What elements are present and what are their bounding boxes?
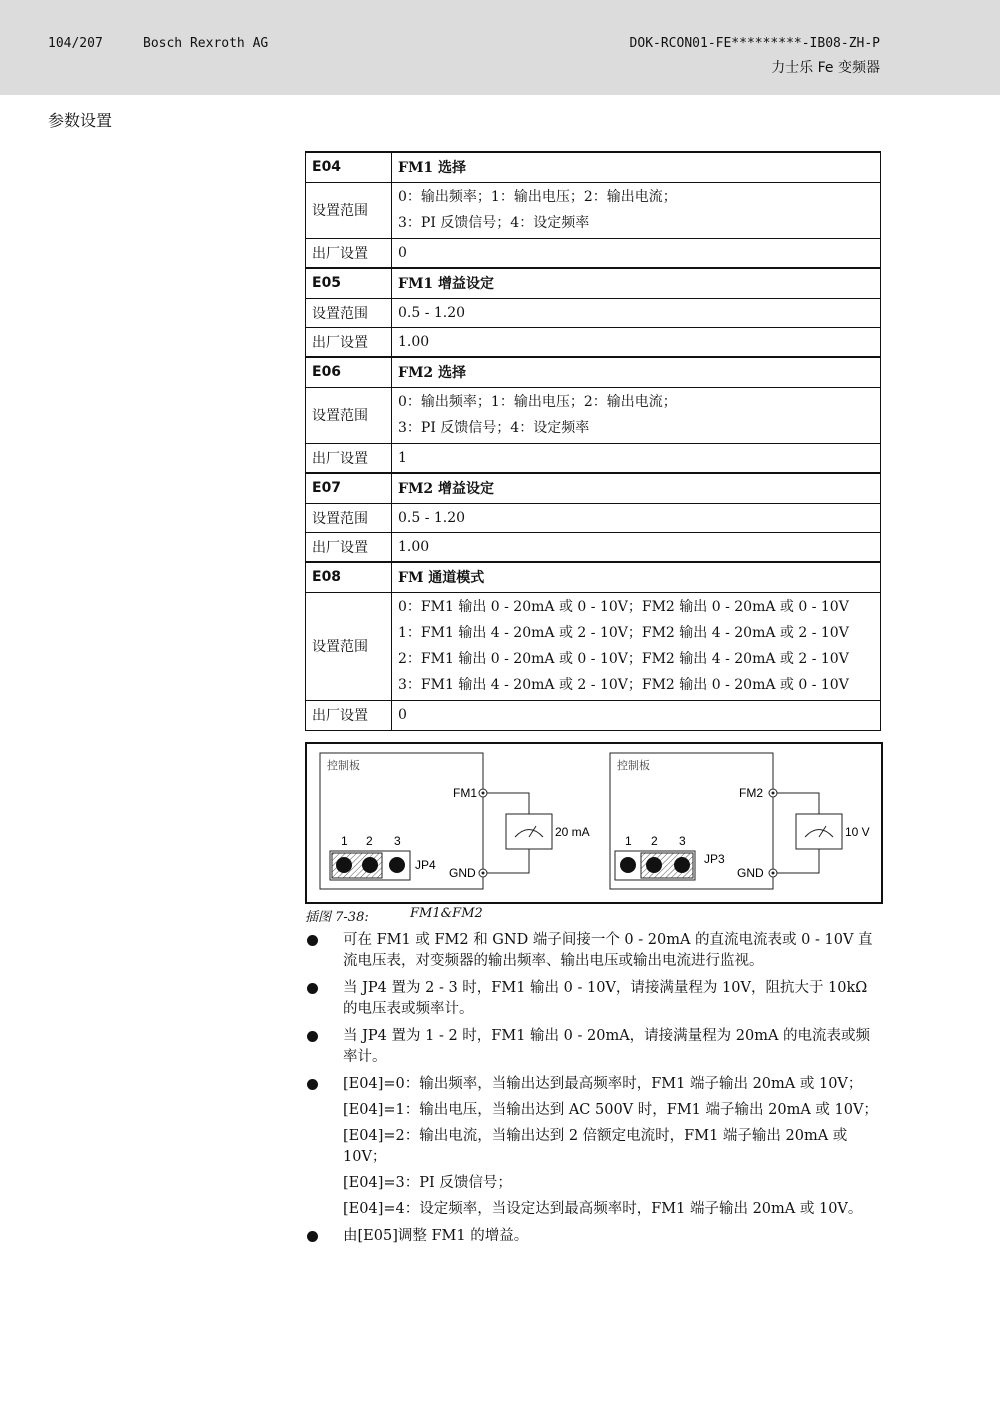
param-name: FM2 增益设定: [392, 473, 881, 503]
bullet-item: [305, 1226, 883, 1247]
bullet-dot-icon: [307, 1079, 318, 1090]
bullet-text: 由[E05]调整 FM1 的增益。: [343, 1228, 529, 1244]
default-label: 出厂设置: [306, 700, 392, 730]
range-line: 3：PI 反馈信号；4：设定频率: [398, 215, 590, 231]
default-label: 出厂设置: [306, 238, 392, 268]
left-panel: [320, 753, 590, 889]
product-name: 力士乐 Fe 变频器: [771, 60, 880, 76]
bullet-dot-icon: [307, 1231, 318, 1242]
bullet-text: [E04]=2：输出电流，当输出达到 2 倍额定电流时，FM1 端子输出 20mA 或 10V；: [343, 1128, 848, 1165]
default-label: 出厂设置: [306, 443, 392, 473]
section-title: 参数设置: [48, 111, 113, 130]
meter-label-left: 20 mA: [555, 825, 590, 839]
bullet-text: 当 JP4 置为 2 - 3 时，FM1 输出 0 - 10V，请接满量程为 10V，阻抗大于 10kΩ 的电压表或频率计。: [343, 980, 868, 1017]
default-value: 1.00: [392, 327, 881, 357]
jumper-pin-1-right: [620, 857, 636, 873]
bullet-dot-icon: [307, 935, 318, 946]
param-range-row: [306, 298, 881, 327]
bullet-item: [305, 1026, 883, 1068]
bullet-item: [305, 1074, 883, 1220]
range-values: [392, 503, 881, 532]
param-range-row: [306, 182, 881, 238]
param-code-row: [306, 473, 881, 503]
param-range-row: [306, 592, 881, 700]
param-code-row: [306, 562, 881, 592]
document-id: DOK-RCON01-FE*********-IB08-ZH-P: [629, 36, 880, 51]
range-label: 设置范围: [306, 298, 392, 327]
range-values: [392, 182, 881, 238]
jumper-pin-3-right: [674, 857, 690, 873]
figure-number: 插图 7-38:: [305, 910, 369, 925]
jumper-label-jp3: JP3: [704, 852, 725, 866]
param-code-row: [306, 268, 881, 298]
bullet-list: [305, 930, 883, 1253]
board-label-left: 控制板: [327, 760, 360, 772]
wire-top-left: [487, 793, 529, 814]
wire-bottom-left: [487, 849, 529, 873]
range-line: 0：FM1 输出 0 - 20mA 或 0 - 10V；FM2 输出 0 - 20mA 或 0 - 10V: [398, 599, 849, 615]
bullet-text: [E04]=4：设定频率，当设定达到最高频率时，FM1 端子输出 20mA 或 10V。: [343, 1201, 863, 1217]
param-range-row: [306, 387, 881, 443]
figure-caption: [305, 906, 483, 925]
range-label: 设置范围: [306, 503, 392, 532]
jumper-pin-3-left: [389, 857, 405, 873]
bullet-dot-icon: [307, 983, 318, 994]
param-range-row: [306, 503, 881, 532]
pin-1-left: 1: [341, 834, 348, 848]
jumper-pin-2-right: [646, 857, 662, 873]
default-value: 1: [392, 443, 881, 473]
param-default-row: [306, 327, 881, 357]
param-name: FM1 增益设定: [392, 268, 881, 298]
range-line: 0.5 - 1.20: [398, 509, 466, 526]
terminal-gnd-right-label: GND: [737, 866, 764, 880]
param-code: E07: [306, 473, 392, 503]
param-name: FM1 选择: [392, 152, 881, 182]
param-name: FM2 选择: [392, 357, 881, 387]
pin-3-right: 3: [679, 834, 686, 848]
wire-top-right: [777, 793, 819, 814]
pin-2-left: 2: [366, 834, 373, 848]
ammeter: [506, 814, 552, 849]
terminal-gnd-right-dot: [772, 872, 775, 875]
param-code: E06: [306, 357, 392, 387]
param-default-row: [306, 532, 881, 562]
pin-3-left: 3: [394, 834, 401, 848]
param-name: FM 通道模式: [392, 562, 881, 592]
terminal-fm1-dot: [482, 792, 485, 795]
terminal-gnd-left-label: GND: [449, 866, 476, 880]
figure-name: FM1&FM2: [410, 906, 483, 921]
default-label: 出厂设置: [306, 327, 392, 357]
range-line: 0：输出频率；1：输出电压；2：输出电流；: [398, 189, 677, 205]
terminal-fm2-label: FM2: [739, 786, 763, 800]
meter-label-right: 10 V: [845, 825, 870, 839]
parameter-table: [305, 151, 881, 731]
default-value: 0: [392, 700, 881, 730]
terminal-fm1-label: FM1: [453, 786, 477, 800]
range-line: 1：FM1 输出 4 - 20mA 或 2 - 10V；FM2 输出 4 - 20mA 或 2 - 10V: [398, 625, 849, 641]
bullet-item: [305, 978, 883, 1020]
param-default-row: [306, 238, 881, 268]
bullet-text: 当 JP4 置为 1 - 2 时，FM1 输出 0 - 20mA，请接满量程为 20mA 的电流表或频率计。: [343, 1028, 871, 1065]
bullet-text: 可在 FM1 或 FM2 和 GND 端子间接一个 0 - 20mA 的直流电流表或 0 - 10V 直流电压表，对变频器的输出频率、输出电压或输出电流进行监视。: [343, 932, 873, 969]
page-header: [0, 0, 1000, 95]
param-code: E05: [306, 268, 392, 298]
terminal-gnd-left-dot: [482, 872, 485, 875]
bullet-text: [E04]=3：PI 反馈信号；: [343, 1175, 512, 1191]
default-value: 1.00: [392, 532, 881, 562]
pin-1-right: 1: [625, 834, 632, 848]
right-panel: [610, 753, 870, 889]
range-label: 设置范围: [306, 592, 392, 700]
range-values: [392, 592, 881, 700]
param-code: E08: [306, 562, 392, 592]
wire-bottom-right: [777, 849, 819, 873]
company-name: Bosch Rexroth AG: [143, 36, 269, 51]
terminal-fm2-dot: [772, 792, 775, 795]
param-code-row: [306, 357, 881, 387]
param-default-row: [306, 700, 881, 730]
jumper-label-jp4: JP4: [415, 858, 436, 872]
param-code: E04: [306, 152, 392, 182]
range-line: 0.5 - 1.20: [398, 304, 466, 321]
wiring-figure: [305, 742, 883, 904]
pin-2-right: 2: [651, 834, 658, 848]
range-values: [392, 387, 881, 443]
range-line: 0：输出频率；1：输出电压；2：输出电流；: [398, 394, 677, 410]
range-label: 设置范围: [306, 387, 392, 443]
default-label: 出厂设置: [306, 532, 392, 562]
bullet-dot-icon: [307, 1031, 318, 1042]
range-line: 3：PI 反馈信号；4：设定频率: [398, 420, 590, 436]
range-line: 3：FM1 输出 4 - 20mA 或 2 - 10V；FM2 输出 0 - 20mA 或 0 - 10V: [398, 677, 849, 693]
bullet-item: [305, 930, 883, 972]
range-label: 设置范围: [306, 182, 392, 238]
voltmeter: [796, 814, 842, 849]
page-number: 104/207: [48, 36, 103, 51]
param-default-row: [306, 443, 881, 473]
bullet-text: [E04]=0：输出频率，当输出达到最高频率时，FM1 端子输出 20mA 或 10V；: [343, 1076, 863, 1092]
jumper-pin-1-left: [336, 857, 352, 873]
param-code-row: [306, 152, 881, 182]
range-values: [392, 298, 881, 327]
default-value: 0: [392, 238, 881, 268]
board-label-right: 控制板: [617, 760, 650, 772]
jumper-pin-2-left: [362, 857, 378, 873]
wiring-diagram: [307, 744, 881, 902]
bullet-text: [E04]=1：输出电压，当输出达到 AC 500V 时，FM1 端子输出 20mA 或 10V；: [343, 1102, 878, 1118]
range-line: 2：FM1 输出 0 - 20mA 或 0 - 10V；FM2 输出 4 - 20mA 或 2 - 10V: [398, 651, 849, 667]
